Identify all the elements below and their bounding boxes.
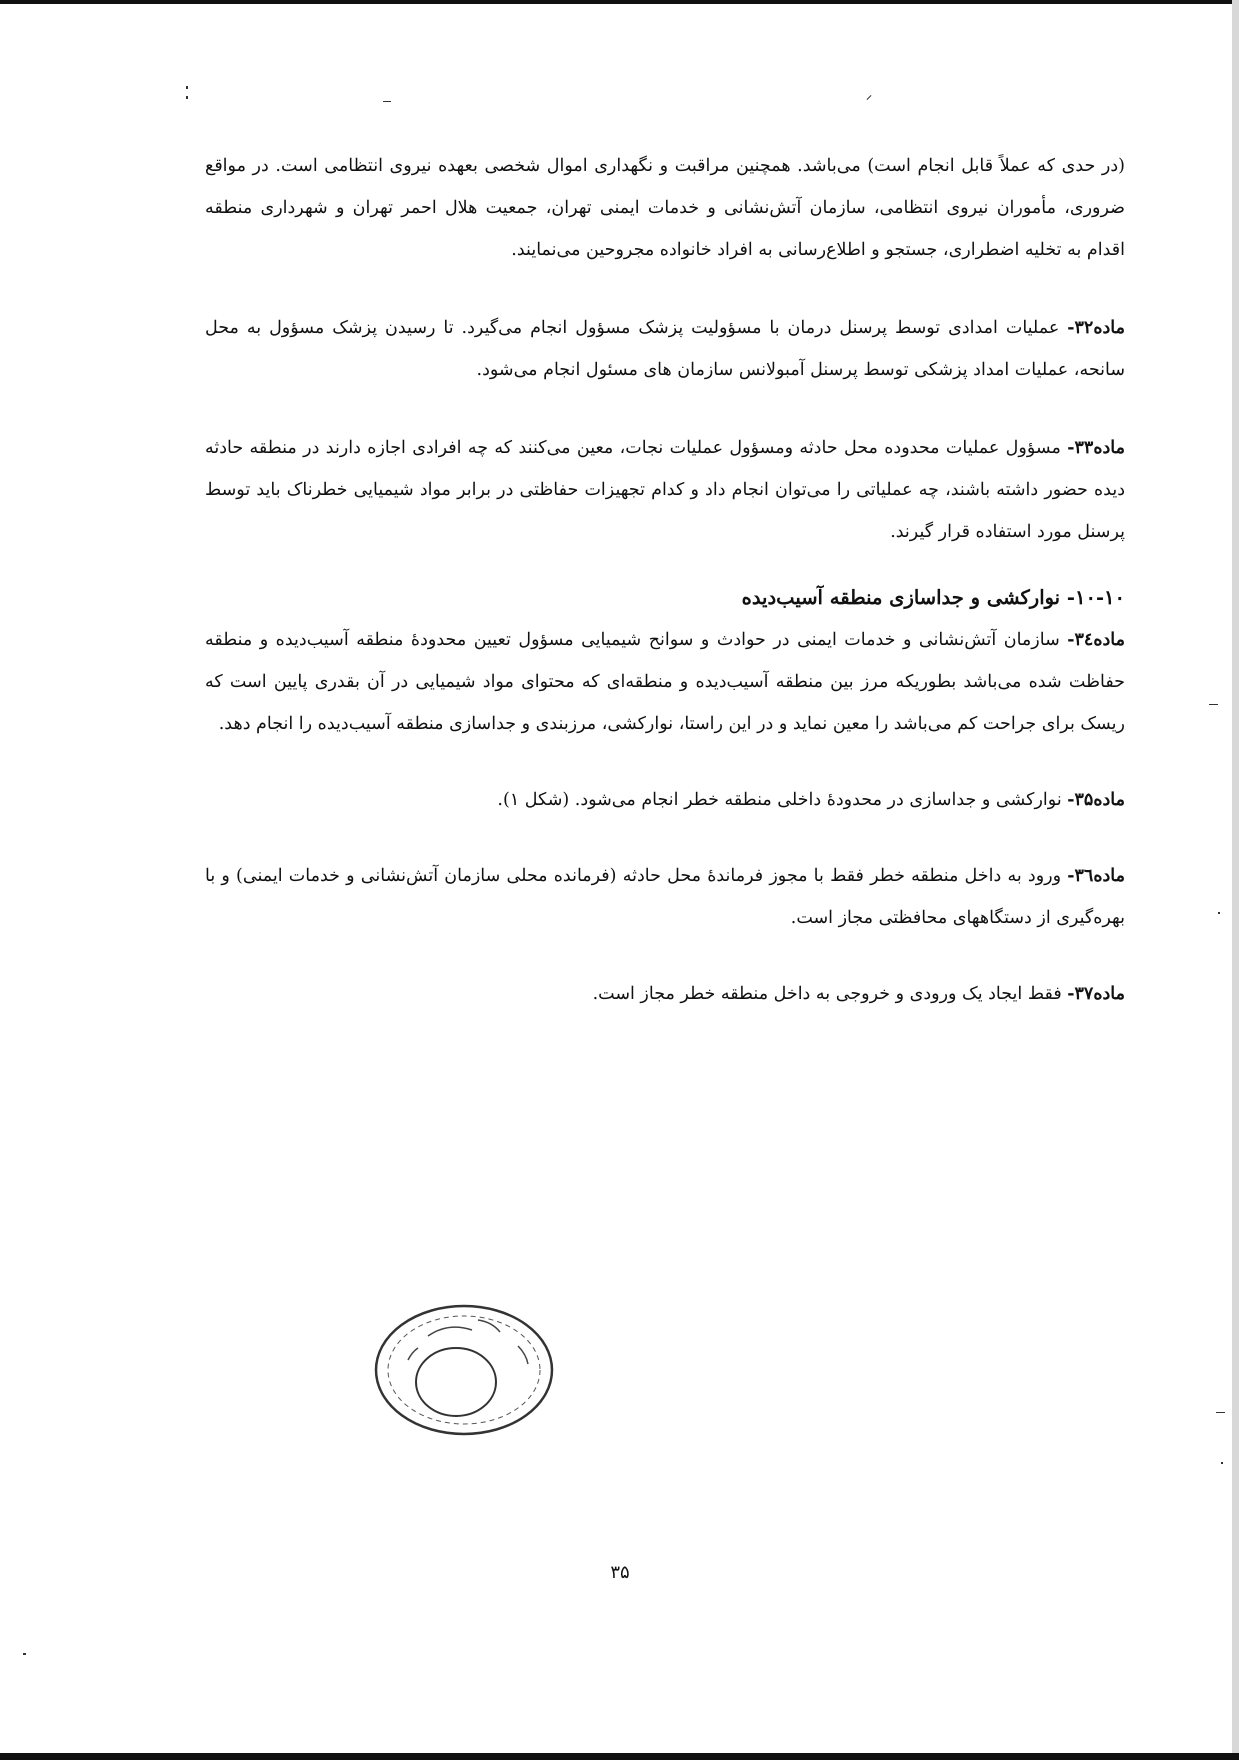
paragraph-continued: (در حدی که عملاً قابل انجام است) می‌باشد. همچنین مراقبت و نگهداری اموال شخصی بعهده نیروی انتظامی است. در مواقع ضروری، مأموران نیروی انتظامی، سازمان آتش‌نشانی و خدمات ایمنی تهران، جمعیت هلال احمر تهران و شهرداری منطقه اقدام به تخلیه اضطراری، جستجو و اطلاع‌رسانی به افراد خانواده مجروحین می‌نمایند. [205,156,1125,260]
scan-edge-top [0,0,1239,4]
scan-speck [1221,1462,1223,1464]
article-33 [205,427,1125,553]
article-35-text: نوارکشی و جداسازی در محدودهٔ داخلی منطقه خطر انجام می‌شود. (شکل ۱). [497,790,1068,810]
article-34-label: ماده۳٤- [1067,630,1125,650]
article-37-label: ماده۳۷- [1067,984,1125,1004]
scan-speck [186,86,188,89]
article-35-label: ماده۳۵- [1067,790,1125,810]
scan-speck [867,95,872,100]
article-36-label: ماده۳٦- [1067,866,1125,886]
article-37 [205,973,1125,1015]
article-33-text: مسؤول عملیات محدوده محل حادثه ومسؤول عملیات نجات، معین می‌کنند که چه افرادی اجازه دارند در منطقه حادثه دیده حضور داشته باشند، چه عملیاتی را می‌توان انجام داد و کدام تجهیزات حفاظتی در برابر مواد شیمیایی خطرناک باید توسط پرسنل مورد استفاده قرار گیرند. [205,438,1125,542]
document-body [205,145,1125,1015]
scan-edge-bottom [0,1753,1239,1760]
page-number: ۳۵ [610,1562,630,1583]
article-37-text: فقط ایجاد یک ورودی و خروجی به داخل منطقه خطر مجاز است. [592,984,1068,1004]
scan-speck [23,1653,26,1655]
article-32-label: ماده۳۲- [1067,318,1125,338]
scan-speck [383,101,391,102]
seal-stamp-icon [368,1290,568,1440]
section-heading: ۱۰-۱۰- نوارکشی و جداسازی منطقه آسیب‌دیده [741,586,1125,609]
scan-speck [186,96,188,99]
scan-edge-right [1232,0,1239,1760]
article-36-text: ورود به داخل منطقه خطر فقط با مجوز فرماندهٔ محل حادثه (فرمانده محلی سازمان آتش‌نشانی و خدمات ایمنی) و با بهره‌گیری از دستگاههای محافظتی مجاز است. [205,866,1125,928]
scan-speck [1216,1412,1225,1413]
scan-speck [1209,704,1218,705]
article-32 [205,307,1125,391]
article-34-text: سازمان آتش‌نشانی و خدمات ایمنی در حوادث و سوانح شیمیایی مسؤول تعیین محدودهٔ منطقه آسیب‌دیده و منطقه حفاظت شده می‌باشد بطوریکه مرز بین منطقه آسیب‌دیده و منطقه‌ای که محتوای مواد شیمیایی در آن بقدری پایین است که ریسک برای جراحت کم می‌باشد را معین نماید و در این راستا، نوارکشی، مرزبندی و جداسازی منطقه آسیب‌دیده را انجام دهد. [205,630,1125,734]
article-36 [205,855,1125,939]
article-34 [205,619,1125,745]
article-35 [205,779,1125,821]
scan-speck [1218,912,1220,914]
article-32-text: عملیات امدادی توسط پرسنل درمان با مسؤولیت پزشک مسؤول انجام می‌گیرد. تا رسیدن پزشک مسؤول به محل سانحه، عملیات امداد پزشکی توسط پرسنل آمبولانس سازمان های مسئول انجام می‌شود. [205,318,1125,380]
article-33-label: ماده۳۳- [1067,438,1125,458]
